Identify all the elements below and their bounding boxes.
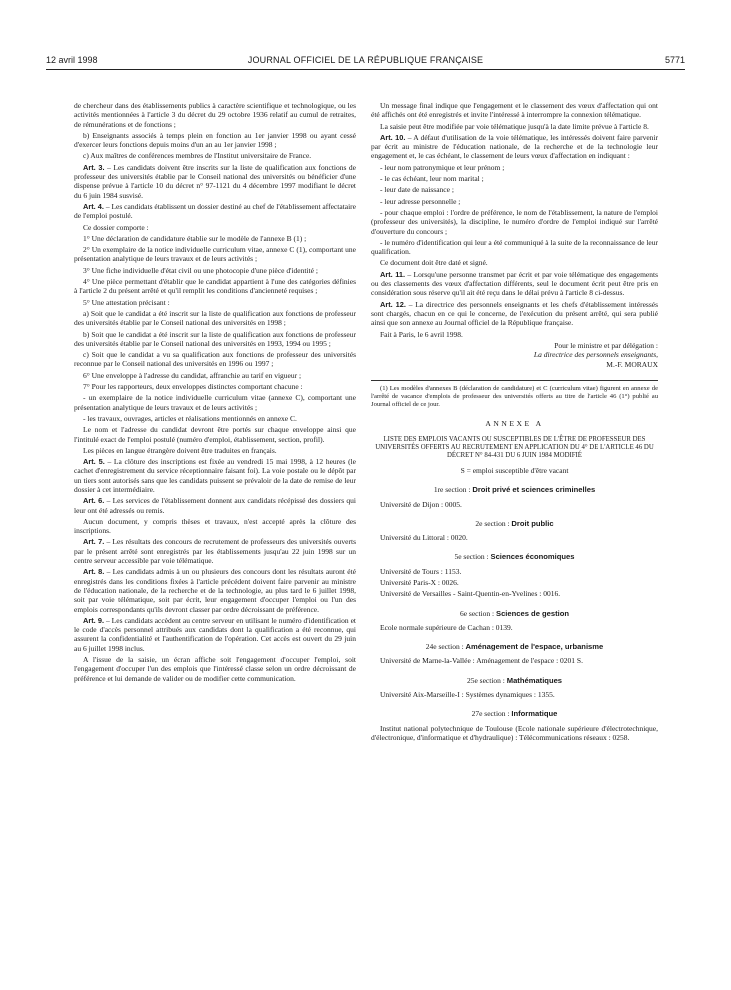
paragraph: Ce document doit être daté et signé. — [380, 258, 488, 268]
section-entry: Université de Tours : 1153. — [380, 566, 462, 576]
annex-legend: S = emploi susceptible d'être vacant — [460, 465, 569, 475]
list-item: - le cas échéant, leur nom marital ; — [380, 174, 484, 184]
paragraph: Un message final indique que l'engagement et le classement des vœux d'affectation qui ont été affichés ont été enregistrés et invite l'intéressé à interrompre la connexion télématique. — [371, 101, 658, 120]
list-item: - leur nom patronymique et leur prénom ; — [380, 162, 505, 172]
article-4: Art. 4. – Les candidats établissent un dossier destiné au chef de l'établissement affectataire de l'emploi postulé. — [74, 201, 356, 221]
paragraph: A l'issue de la saisie, un écran affiche soit l'engagement d'occuper l'emploi, soit l'engagement d'occuper l'un des emplois que l'intéressé classe selon un ordre décroissant de préférence et lui demande de valider ou de modifier cette communication. — [74, 655, 356, 683]
article-label: Art. 6. — [83, 496, 105, 506]
page-number: 5771 — [664, 55, 685, 65]
paragraph: b) Enseignants associés à temps plein en fonction au 1er janvier 1998 ou ayant cessé d'exercer leurs fonctions depuis moins d'un an au 1er janvier 1998 ; — [74, 130, 356, 150]
journal-title: JOURNAL OFFICIEL DE LA RÉPUBLIQUE FRANÇAISE — [247, 55, 484, 65]
article-label: Art. 9. — [83, 615, 105, 625]
section-number: 24e section : — [425, 642, 466, 652]
list-item: - pour chaque emploi : l'ordre de préférence, le nom de l'établissement, la nature de l'emploi (professeur des universités), la discipline, le numéro d'ordre de l'emploi indiqué sur l'arrêté d'ouverture du concours ; — [371, 207, 658, 236]
section-entry: Ecole normale supérieure de Cachan : 0139. — [380, 622, 513, 632]
list-item: - leur adresse personnelle ; — [380, 196, 461, 206]
footnote-rule — [371, 380, 658, 381]
section-entry: Institut national polytechnique de Toulouse (Ecole nationale supérieure d'électrotechnique, d'électronique, d'informatique et d'hydraulique) : Télécommunications réseaux : 0258. — [371, 723, 658, 742]
section-heading — [371, 709, 658, 718]
article-3: Art. 3. – Les candidats doivent être inscrits sur la liste de qualification aux fonctions de professeur des universités établie par le Conseil national des universités ou bénéficier d'une dispense prévue à l'article 10 du décret n° 97-1121 du 4 décembre 1997 modifiant le décret du 6 juin 1984 susvisé. — [74, 162, 356, 200]
annex-sections — [371, 485, 658, 742]
section-name: Aménagement de l'espace, urbanisme — [465, 642, 604, 652]
list-item: - leur date de naissance ; — [380, 185, 454, 195]
signature-block — [371, 341, 658, 370]
left-column — [74, 101, 356, 685]
section-number: 1re section : — [433, 485, 473, 495]
paragraph: c) Soit que le candidat a vu sa qualification aux fonctions de professeur des universités reconnue par le Conseil national des universités en 1996 ou 1997 ; — [74, 350, 356, 369]
article-label: Art. 3. — [83, 162, 105, 172]
article-label: Art. 7. — [83, 537, 105, 547]
paragraph: b) Soit que le candidat a été inscrit sur la liste de qualification aux fonctions de professeur des universités établie par le Conseil national des universités en 1993, 1994 ou 1995 ; — [74, 329, 356, 348]
section-name: Sciences économiques — [490, 552, 575, 562]
paragraph: 2° Un exemplaire de la notice individuelle curriculum vitae, annexe C (1), comportant une présentation analytique de leurs travaux et de leurs activités ; — [74, 245, 356, 264]
right-column — [371, 101, 658, 744]
section-entry: Université de Dijon : 0005. — [380, 499, 462, 509]
paragraph: Fait à Paris, le 6 avril 1998. — [380, 329, 463, 339]
article-label: Art. 4. — [83, 201, 104, 211]
section-heading — [371, 609, 658, 618]
article-11: Art. 11. – Lorsqu'une personne transmet par écrit et par voie télématique des engagements ou des classements des vœux d'affectation différents, seul le document écrit peut être pris en considération sous réserve qu'il ait été reçu dans le délai prévu à l'article 8 ci-dessus. — [371, 269, 659, 298]
article-5: Art. 5. – La clôture des inscriptions est fixée au vendredi 15 mai 1998, à 12 heures (le cachet d'enregistrement du service réceptionnaire faisant foi). La voie postale ou le dépôt par un tiers sont autorisés sans que les candidats puissent se prévaloir de la date de remise de leur dossier à cet intermédiaire. — [74, 457, 356, 494]
section-name: Mathématiques — [506, 675, 563, 685]
section-name: Informatique — [511, 709, 558, 719]
footnote: (1) Les modèles d'annexes B (déclaration de candidature) et C (curriculum vitae) figurent en annexe de l'arrêté de vacance d'emplois de professeur des universités offerts au titre de l'article 46 (1°) publié au Journal officiel de ce jour. — [371, 384, 658, 408]
section-name: Droit privé et sciences criminelles — [472, 485, 596, 495]
paragraph: 3° Une fiche individuelle d'état civil ou une photocopie d'une pièce d'identité ; — [83, 265, 318, 275]
paragraph: 1° Une déclaration de candidature établie sur le modèle de l'annexe B (1) ; — [83, 233, 307, 243]
annex-title: LISTE DES EMPLOIS VACANTS OU SUSCEPTIBLES DE L'ÊTRE DE PROFESSEUR DES UNIVERSITÉS OFFERTS AU RECRUTEMENT EN APPLICATION DU 4° DE L'ARTICLE 46 DU DÉCRET N° 84-431 DU 6 JUIN 1984 MODIFIÉ — [375, 435, 654, 459]
section-heading — [371, 485, 658, 494]
section-entry: Université du Littoral : 0020. — [380, 533, 468, 543]
signature-line: La directrice des personnels enseignants, — [533, 350, 658, 360]
signature-line: Pour le ministre et par délégation : — [554, 340, 658, 350]
paragraph: c) Aux maîtres de conférences membres de l'Institut universitaire de France. — [83, 151, 312, 161]
section-entry: Université de Versailles - Saint-Quentin-en-Yvelines : 0016. — [380, 589, 561, 599]
article-label: Art. 10. — [380, 132, 406, 142]
paragraph: La saisie peut être modifiée par voie télématique jusqu'à la date limite prévue à l'article 8. — [380, 121, 649, 131]
section-entry: Université Aix-Marseille-I : Systèmes dynamiques : 1355. — [380, 690, 555, 700]
annex-heading: ANNEXE A — [485, 418, 544, 428]
section-number: 2e section : — [475, 518, 512, 528]
article-label: Art. 12. — [380, 299, 406, 309]
section-heading — [371, 552, 658, 561]
article-label: Art. 11. — [380, 269, 406, 279]
section-name: Droit public — [511, 518, 554, 528]
article-label: Art. 5. — [83, 457, 105, 467]
article-7: Art. 7. – Les résultats des concours de recrutement de professeurs des universités ouverts par le présent arrêté sont enregistrés par les établissements jusqu'au 22 juin 1998 sur un centre serveur accessible par voie télématique. — [74, 537, 357, 566]
section-entry: Université de Marne-la-Vallée : Aménagement de l'espace : 0201 S. — [380, 656, 583, 666]
section-number: 6e section : — [459, 608, 497, 618]
article-9: Art. 9. – Les candidats accèdent au centre serveur en utilisant le numéro d'identification et le code d'accès personnel attribués aux candidats dont la qualification a été reconnue, qui assurent la confidentialité et l'authentification de l'opération. Cet accès est ouvert du 29 juin au 6 juillet 1998 inclus. — [74, 615, 357, 653]
section-heading — [371, 642, 658, 651]
section-number: 5e section : — [454, 552, 491, 562]
paragraph: a) Soit que le candidat a été inscrit sur la liste de qualification aux fonctions de professeur des universités établie par le Conseil national des universités en 1998 ; — [74, 308, 356, 328]
section-heading — [371, 519, 658, 528]
paragraph: 4° Une pièce permettant d'établir que le candidat appartient à l'une des catégories définies à l'article 2 du présent arrêté et qu'il remplit les conditions d'ancienneté requises ; — [74, 277, 356, 296]
section-number: 25e section : — [466, 675, 507, 685]
paragraph: de chercheur dans des établissements publics à caractère scientifique et technologique, ou les activités mentionnées à l'article 3 du décret du 29 octobre 1936 relatif au cumul de retraites, de rémunérations et de fonctions ; — [74, 101, 356, 129]
list-item: - le numéro d'identification qui leur a été communiqué à la suite de la reconnaissance de leur qualification. — [371, 237, 658, 257]
paragraph: 5° Une attestation précisant : — [83, 297, 170, 307]
header-rule — [46, 69, 685, 70]
paragraph: Le nom et l'adresse du candidat devront être portés sur chaque enveloppe ainsi que l'intitulé exact de l'emploi postulé (numéro d'emploi, établissement, section, profil). — [74, 425, 356, 444]
page-header — [46, 55, 685, 69]
article-8: Art. 8. – Les candidats admis à un ou plusieurs des concours dont les résultats auront été enregistrés dans les conditions fixées à l'article précédent doivent faire parvenir au ministre de l'éducation nationale, de la recherche et de la technologie, au plus tard le 6 juillet 1998, soit par voie télématique, soit par écrit, leur engagement d'occuper l'emploi ou l'un des emplois correspondants qu'ils devront classer par ordre décroissant de préférence. — [74, 567, 356, 614]
header-date: 12 avril 1998 — [46, 55, 98, 65]
section-name: Sciences de gestion — [496, 608, 570, 618]
paragraph: Aucun document, y compris thèses et travaux, n'est accepté après la clôture des inscriptions. — [74, 516, 356, 536]
paragraph: 7° Pour les rapporteurs, deux enveloppes distinctes comportant chacune : — [83, 382, 303, 392]
list-item: - un exemplaire de la notice individuelle curriculum vitae (annexe C), comportant une présentation analytique de leurs travaux et de leurs activités ; — [74, 393, 356, 412]
section-entry: Université Paris-X : 0026. — [380, 577, 459, 587]
section-heading — [371, 676, 658, 685]
article-label: Art. 8. — [83, 567, 105, 577]
article-6: Art. 6. – Les services de l'établissement donnent aux candidats récépissé des dossiers qui leur ont été adressés ou remis. — [74, 496, 356, 515]
article-10: Art. 10. – A défaut d'utilisation de la voie télématique, les intéressés doivent faire parvenir par écrit au ministre de l'éducation nationale, de la recherche et de la technologie leur engagement et, le cas échéant, le classement de leurs vœux d'affectation en indiquant : — [371, 132, 658, 161]
paragraph: Les pièces en langue étrangère doivent être traduites en français. — [83, 445, 277, 455]
section-number: 27e section : — [471, 709, 512, 719]
article-12: Art. 12. – La directrice des personnels enseignants et les chefs d'établissement intéressés sont chargés, chacun en ce qui le concerne, de l'exécution du présent arrêté, qui sera publié ainsi que son annexe au Journal officiel de la République française. — [371, 299, 659, 328]
paragraph: 6° Une enveloppe à l'adresse du candidat, affranchie au tarif en vigueur ; — [83, 370, 302, 380]
paragraph: Ce dossier comporte : — [83, 222, 149, 232]
signature-name: M.-F. MORAUX — [606, 360, 658, 370]
list-item: - les travaux, ouvrages, articles et réalisations mentionnés en annexe C. — [83, 413, 297, 423]
